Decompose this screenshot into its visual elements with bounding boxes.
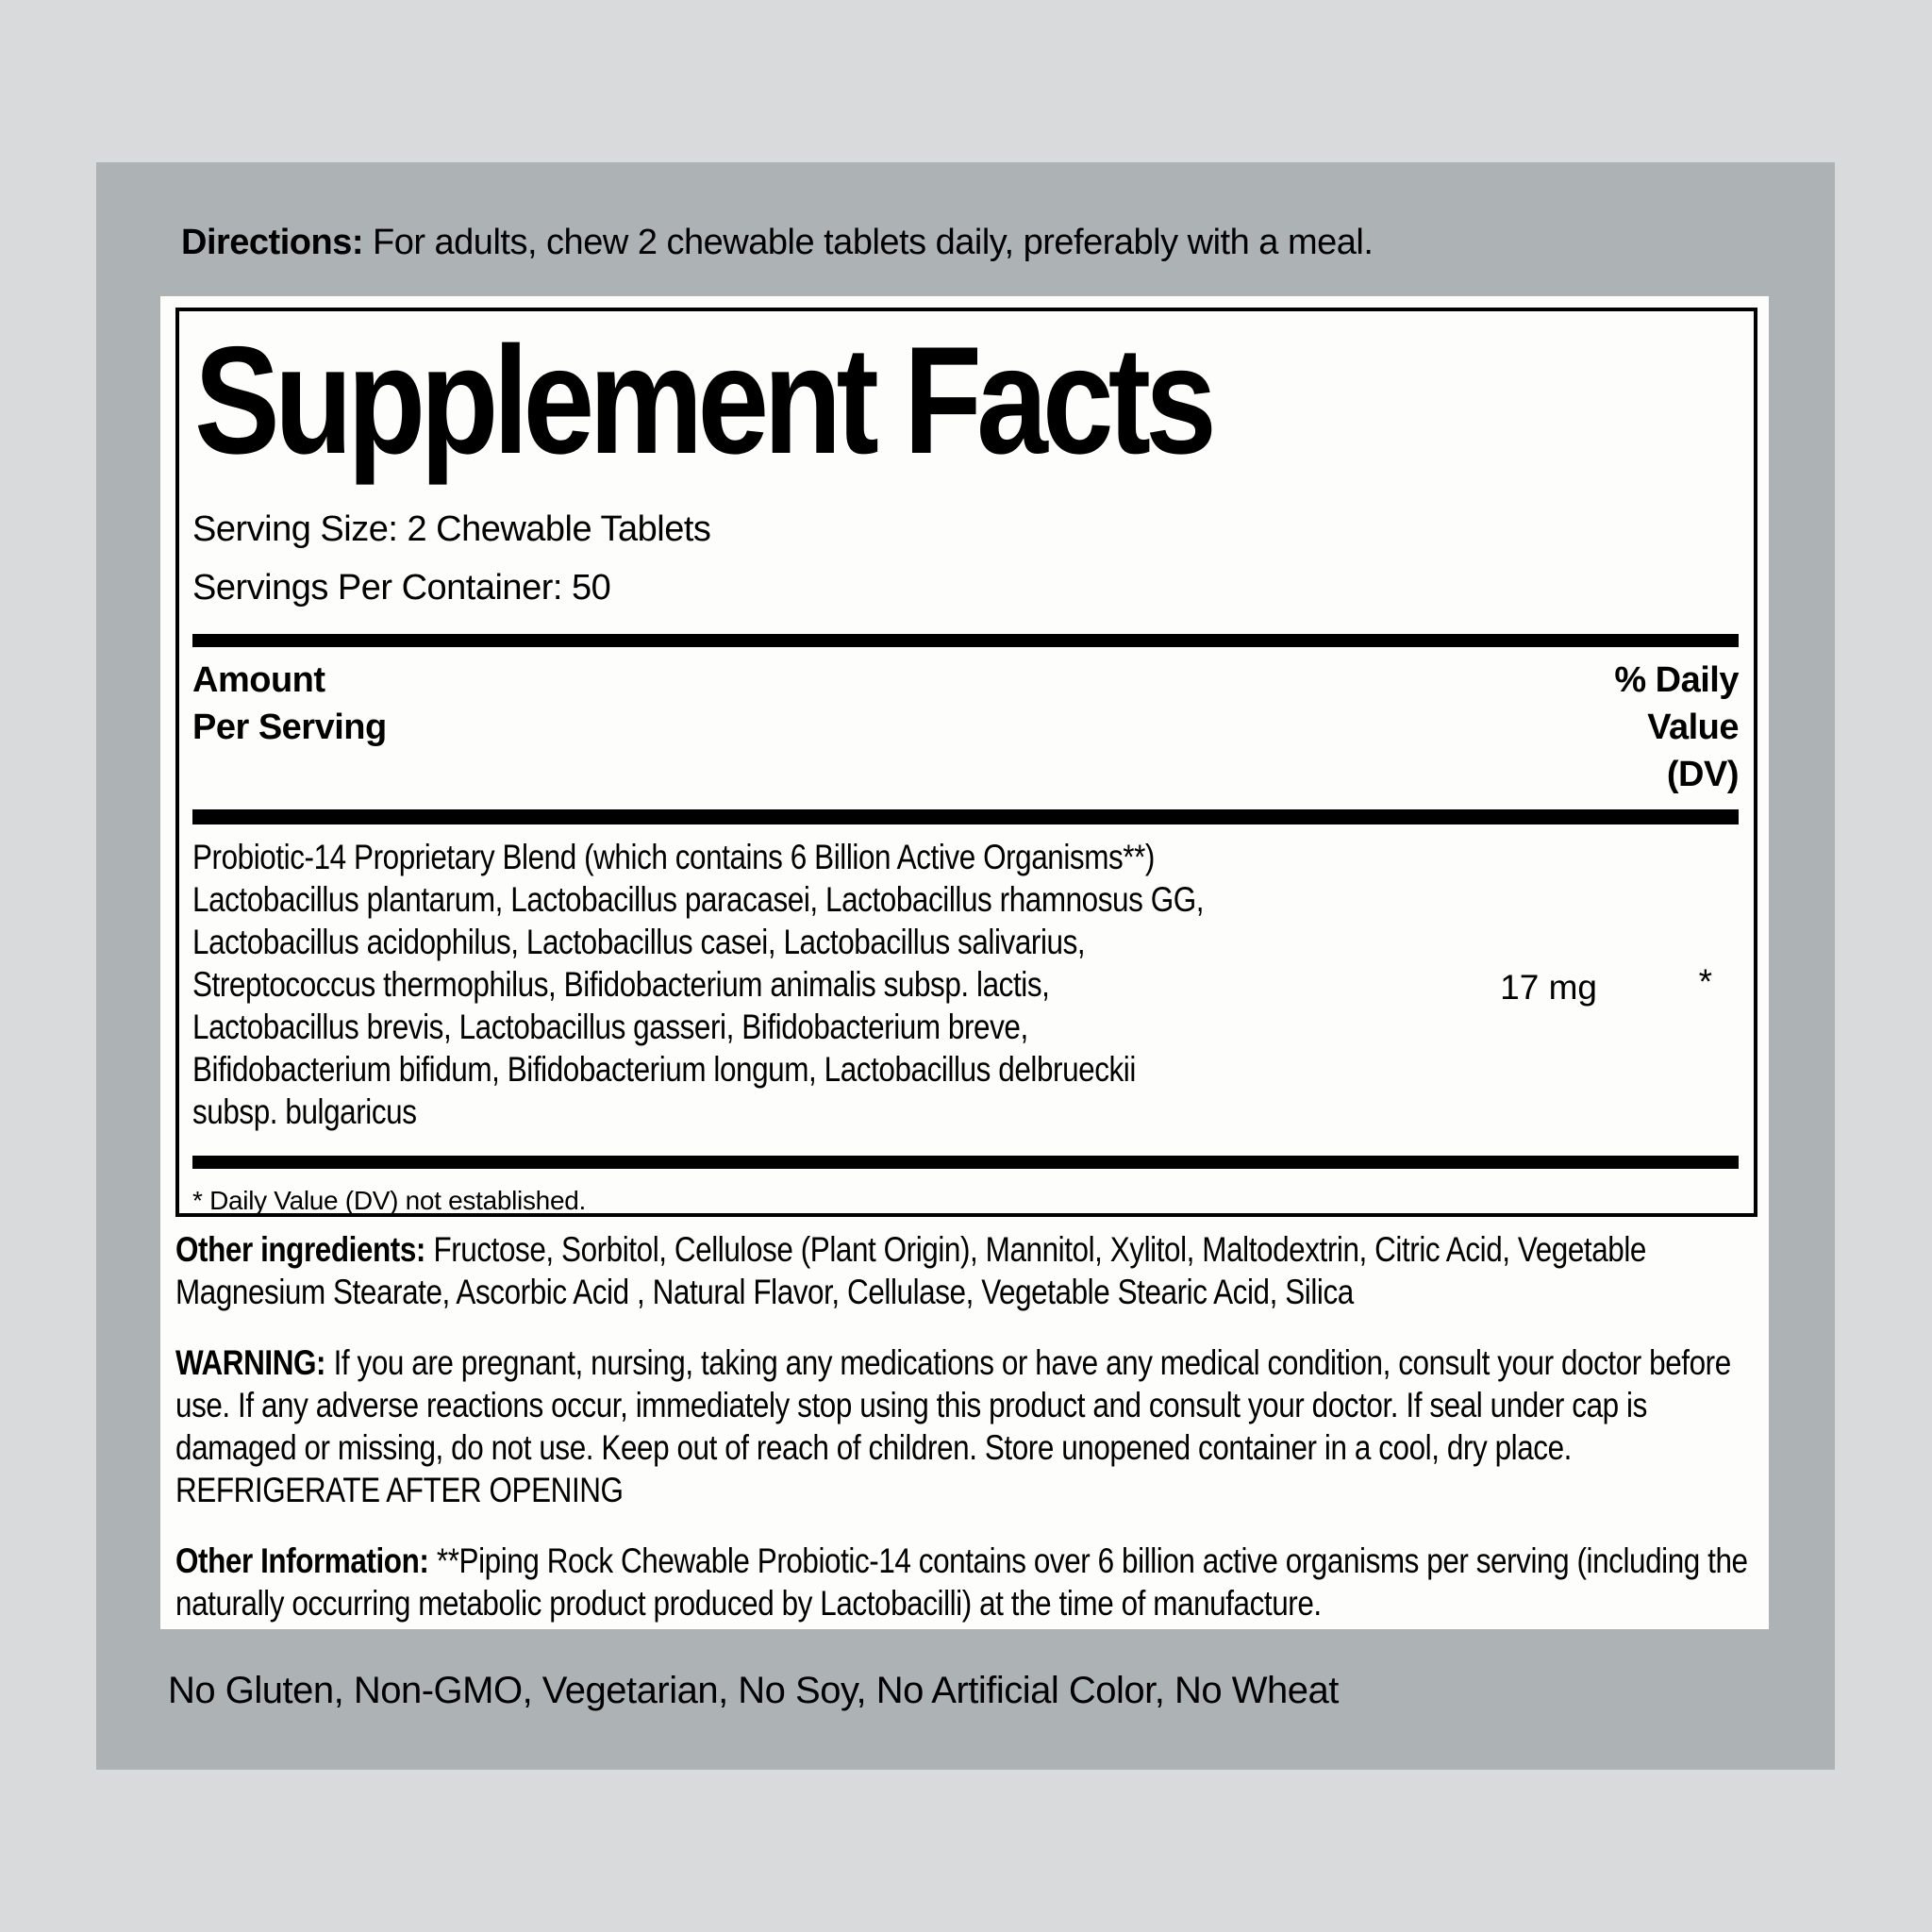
daily-value-header xyxy=(1614,657,1739,798)
other-information-paragraph xyxy=(175,1540,1757,1624)
daily-value-footnote: * Daily Value (DV) not established. xyxy=(192,1186,586,1215)
supplement-facts-box xyxy=(175,308,1757,1217)
divider-bar-bottom xyxy=(192,1156,1739,1169)
divider-bar-top xyxy=(192,634,1739,647)
servings-per-container: Servings Per Container: 50 xyxy=(192,568,611,608)
dv-header-line1: % Daily xyxy=(1614,660,1739,700)
dietary-claims-line: No Gluten, Non-GMO, Vegetarian, No Soy, No Artificial Color, No Wheat xyxy=(168,1670,1339,1711)
other-information-label: Other Information: xyxy=(175,1541,429,1580)
blend-line: Lactobacillus brevis, Lactobacillus gasseri, Bifidobacterium breve, xyxy=(192,1008,1028,1046)
label-paragraphs xyxy=(175,1228,1757,1624)
other-ingredients-label: Other ingredients: xyxy=(175,1230,425,1269)
product-label-panel xyxy=(96,162,1835,1770)
serving-size: Serving Size: 2 Chewable Tablets xyxy=(192,509,711,549)
warning-refrigerate-line: REFRIGERATE AFTER OPENING xyxy=(175,1471,624,1509)
table-column-header xyxy=(192,647,1739,809)
blend-line: Lactobacillus acidophilus, Lactobacillus casei, Lactobacillus salivarius, xyxy=(192,923,1086,961)
blend-line: Lactobacillus plantarum, Lactobacillus paracasei, Lactobacillus rhamnosus GG, xyxy=(192,880,1205,919)
other-information-text: **Piping Rock Chewable Probiotic-14 contains over 6 billion active organisms per serving (including the naturally occurring metabolic product produced by Lactobacilli) at the time of manufacture. xyxy=(175,1541,1748,1623)
directions-label: Directions: xyxy=(181,223,363,262)
blend-line: Bifidobacterium bifidum, Bifidobacterium longum, Lactobacillus delbrueckii xyxy=(192,1050,1136,1089)
warning-paragraph xyxy=(175,1341,1757,1511)
blend-line: subsp. bulgaricus xyxy=(192,1092,417,1131)
amount-value: 17 mg xyxy=(1500,968,1597,1007)
daily-value-asterisk: * xyxy=(1698,962,1712,1001)
other-ingredients-paragraph xyxy=(175,1228,1757,1313)
blend-line: Streptococcus thermophilus, Bifidobacterium animalis subsp. lactis, xyxy=(192,965,1050,1004)
directions-text: For adults, chew 2 chewable tablets daily, preferably with a meal. xyxy=(372,223,1374,262)
divider-bar-middle xyxy=(192,809,1739,824)
amount-per-serving-header xyxy=(192,657,387,798)
supplement-facts-title: Supplement Facts xyxy=(194,315,1211,486)
amount-header-line2: Per Serving xyxy=(192,708,387,747)
supplement-facts-panel xyxy=(160,296,1769,1629)
table-row xyxy=(192,824,1739,1133)
directions-line xyxy=(181,221,1373,264)
other-ingredients-text: Fructose, Sorbitol, Cellulose (Plant Origin), Mannitol, Xylitol, Maltodextrin, Citric Acid, Vegetable Magnesium Stearate, Ascorbic Acid , Natural Flavor, Cellulase, Vegetable Stearic Acid, Silica xyxy=(175,1230,1646,1311)
warning-label: WARNING: xyxy=(175,1343,326,1382)
amount-header-line1: Amount xyxy=(192,660,325,700)
dv-header-line2: Value xyxy=(1647,708,1739,747)
warning-text: If you are pregnant, nursing, taking any medications or have any medical condition, consult your doctor before use. If any adverse reactions occur, immediately stop using this product and consult your doctor. If seal under cap is damaged or missing, do not use. Keep out of reach of children. Store unopened container in a cool, dry place. xyxy=(175,1343,1731,1467)
blend-line: Probiotic-14 Proprietary Blend (which contains 6 Billion Active Organisms**) xyxy=(192,838,1155,876)
dv-header-line3: (DV) xyxy=(1666,755,1739,794)
